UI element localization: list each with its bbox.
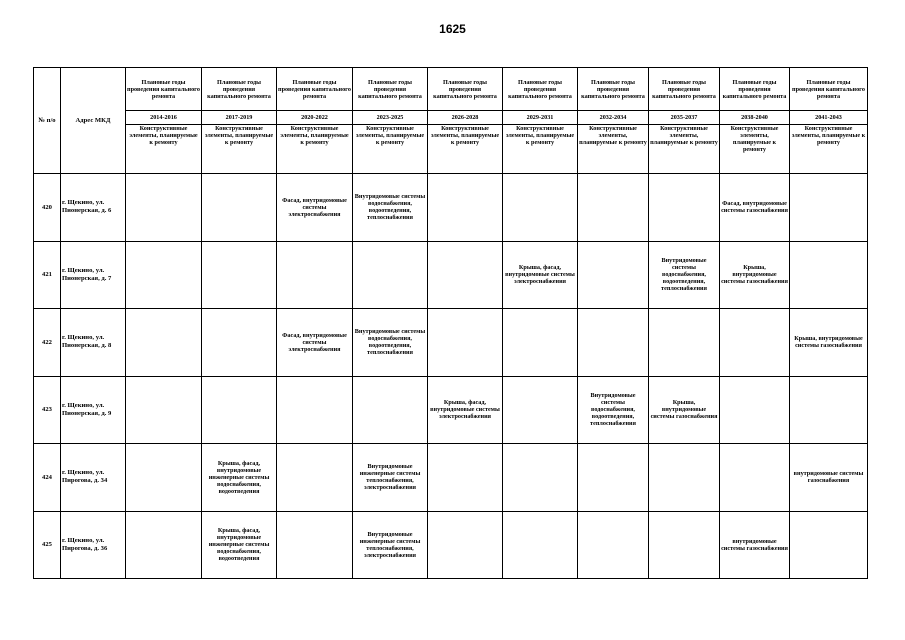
header-period-years: 2023-2025 [353,111,428,125]
repair-cell [202,309,277,377]
repair-cell [202,376,277,444]
repair-cell: Внутридомовые системы водоснабжения, водоотведения, теплоснабжения [649,241,720,309]
repair-cell [126,376,202,444]
repair-cell [503,511,578,579]
repair-cell [428,309,503,377]
repair-cell: Крыша, внутридомовые системы газоснабжения [790,309,868,377]
header-period-title: Плановые годы проведения капитального ремонта [720,68,790,111]
repair-cell [202,241,277,309]
repair-cell [277,444,353,512]
repair-cell [126,241,202,309]
repair-cell: Крыша, фасад, внутридомовые инженерные системы водоснабжения, водоотведения [202,444,277,512]
header-period-title: Плановые годы проведения капитального ремонта [790,68,868,111]
header-period-title: Плановые годы проведения капитального ремонта [578,68,649,111]
repair-cell: Внутридомовые инженерные системы теплоснабжения, электроснабжения [353,511,428,579]
header-period-title: Плановые годы проведения капитального ремонта [503,68,578,111]
header-period-subtitle: Конструктивные элементы, планируемые к ремонту [353,125,428,174]
header-period-subtitle: Конструктивные элементы, планируемые к ремонту [126,125,202,174]
table-row [34,444,868,512]
header-period-subtitle: Конструктивные элементы, планируемые к ремонту [277,125,353,174]
repair-cell: внутридомовые системы газоснабжения [720,511,790,579]
header-period-subtitle: Конструктивные элементы, планируемые к ремонту [428,125,503,174]
repair-cell: Внутридомовые системы водоснабжения, водоотведения, теплоснабжения [353,174,428,242]
row-number: 422 [34,309,61,377]
header-period-years: 2014-2016 [126,111,202,125]
header-period-title: Плановые годы проведения капитального ремонта [202,68,277,111]
header-period-subtitle: Конструктивные элементы, планируемые к ремонту [790,125,868,174]
header-period-title: Плановые годы проведения капитального ремонта [649,68,720,111]
row-address: г. Щекино, ул. Пионерская, д. 7 [61,241,126,309]
repair-cell [720,444,790,512]
repair-cell [790,511,868,579]
header-period-subtitle: Конструктивные элементы, планируемые к ремонту [720,125,790,174]
repair-cell [790,174,868,242]
repair-cell: внутридомовые системы газоснабжения [790,444,868,512]
repair-cell [578,174,649,242]
row-address: г. Щекино, ул. Пионерская, д. 6 [61,174,126,242]
row-address: г. Щекино, ул. Пионерская, д. 9 [61,376,126,444]
header-period-title: Плановые годы проведения капитального ремонта [277,68,353,111]
table-row [34,174,868,242]
repair-cell [578,241,649,309]
table-row [34,511,868,579]
repair-cell: Крыша, внутридомовые системы газоснабжения [649,376,720,444]
header-period-years: 2026-2028 [428,111,503,125]
header-period-years: 2032-2034 [578,111,649,125]
repair-cell [503,444,578,512]
repair-cell [578,511,649,579]
row-number: 420 [34,174,61,242]
header-period-years: 2020-2022 [277,111,353,125]
repair-cell: Фасад, внутридомовые системы газоснабжения [720,174,790,242]
repair-cell [126,511,202,579]
row-address: г. Щекино, ул. Пирогова, д. 36 [61,511,126,579]
header-period-subtitle: Конструктивные элементы, планируемые к ремонту [578,125,649,174]
table-header [34,68,868,174]
repair-cell: Внутридомовые системы водоснабжения, водоотведения, теплоснабжения [353,309,428,377]
repair-cell [277,241,353,309]
repair-cell [353,241,428,309]
repair-cell: Крыша, внутридомовые системы газоснабжения [720,241,790,309]
header-period-years: 2035-2037 [649,111,720,125]
repair-cell [649,511,720,579]
row-address: г. Щекино, ул. Пирогова, д. 34 [61,444,126,512]
repair-cell [790,376,868,444]
row-address: г. Щекино, ул. Пионерская, д. 8 [61,309,126,377]
repair-cell [126,174,202,242]
header-period-title: Плановые годы проведения капитального ремонта [126,68,202,111]
repair-cell [578,309,649,377]
table-row [34,376,868,444]
table-body [34,174,868,579]
repair-cell: Крыша, фасад, внутридомовые системы электроснабжения [503,241,578,309]
repair-cell: Внутридомовые системы водоснабжения, водоотведения, теплоснабжения [578,376,649,444]
table-row [34,241,868,309]
repair-cell [353,376,428,444]
repair-cell [428,511,503,579]
header-address: Адрес МКД [61,68,126,174]
header-period-subtitle: Конструктивные элементы, планируемые к ремонту [649,125,720,174]
repair-cell [503,174,578,242]
header-period-years: 2017-2019 [202,111,277,125]
header-period-subtitle: Конструктивные элементы, планируемые к ремонту [202,125,277,174]
repair-cell [578,444,649,512]
repair-cell [428,174,503,242]
repair-cell [428,444,503,512]
header-period-years: 2041-2043 [790,111,868,125]
header-period-years: 2029-2031 [503,111,578,125]
repair-cell [277,376,353,444]
repair-cell [428,241,503,309]
table-row [34,309,868,377]
row-number: 423 [34,376,61,444]
repair-cell: Фасад, внутридомовые системы электроснабжения [277,174,353,242]
repair-cell [126,444,202,512]
header-period-title: Плановые годы проведения капитального ремонта [428,68,503,111]
header-num: № п/о [34,68,61,174]
repair-cell: Крыша, фасад, внутридомовые инженерные системы водоснабжения, водоотведения [202,511,277,579]
repair-cell [720,309,790,377]
header-period-subtitle: Конструктивные элементы, планируемые к ремонту [503,125,578,174]
row-number: 421 [34,241,61,309]
header-period-title: Плановые годы проведения капитального ремонта [353,68,428,111]
repair-cell: Фасад, внутридомовые системы электроснабжения [277,309,353,377]
row-number: 424 [34,444,61,512]
repair-cell [503,309,578,377]
header-period-years: 2038-2040 [720,111,790,125]
page-number: 1625 [439,22,466,36]
capital-repair-table [33,67,868,579]
repair-cell [277,511,353,579]
repair-cell [649,174,720,242]
repair-cell [202,174,277,242]
row-number: 425 [34,511,61,579]
repair-cell [126,309,202,377]
repair-cell [649,309,720,377]
repair-cell: Крыша, фасад, внутридомовые системы электроснабжения [428,376,503,444]
repair-cell: Внутридомовые инженерные системы теплоснабжения, электроснабжения [353,444,428,512]
repair-cell [790,241,868,309]
repair-cell [720,376,790,444]
repair-cell [503,376,578,444]
repair-cell [649,444,720,512]
